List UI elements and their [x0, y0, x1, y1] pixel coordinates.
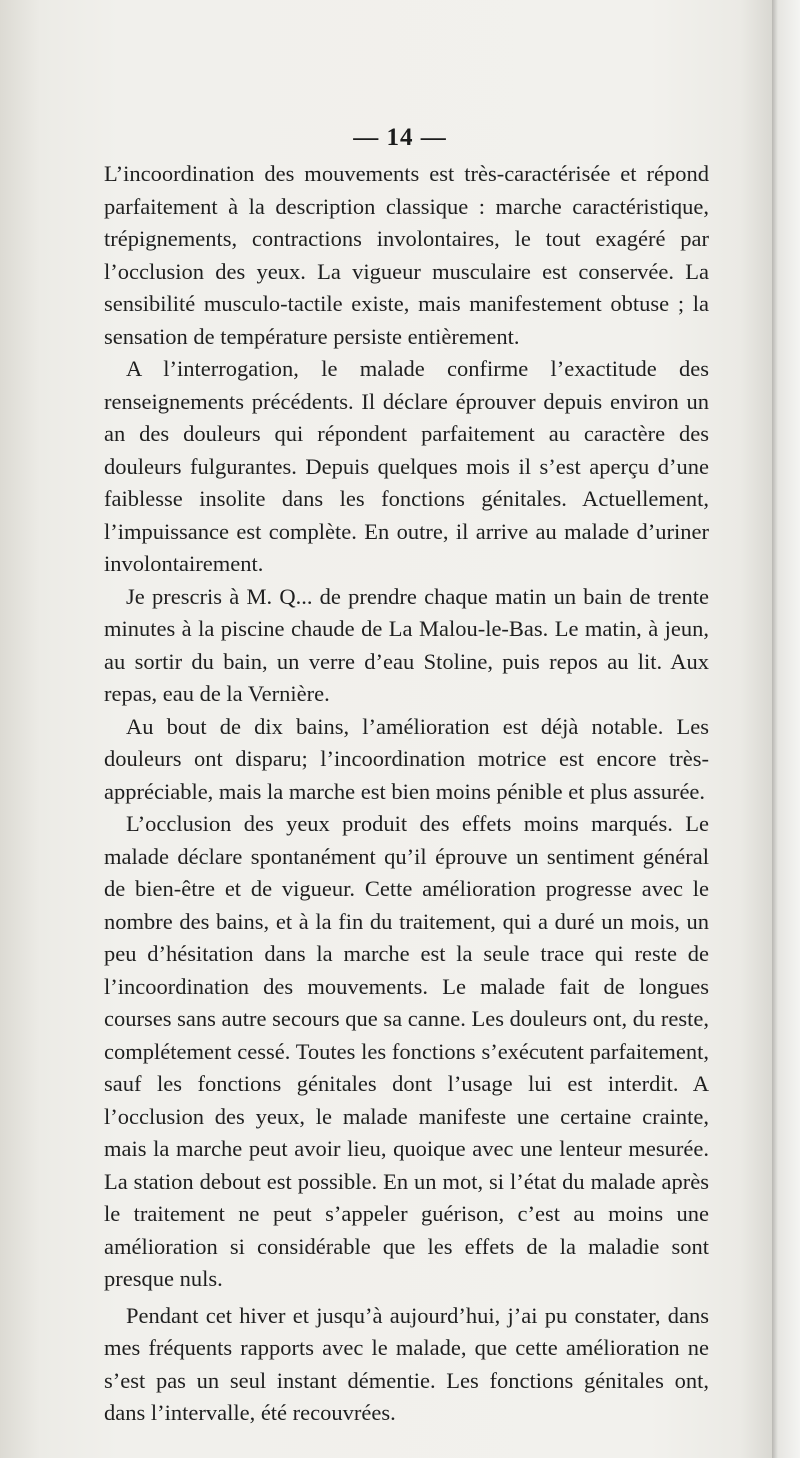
paragraph: A l’interrogation, le malade confirme l’exactitude des renseignements précédents. Il déclare éprouver depuis environ un an des douleurs qui répondent parfaitement au caractère des douleurs fulgurantes. Depuis quelques mois il s’est aperçu d’une faiblesse insolite dans les fonctions génitales. Actuellement, l’impuissance est complète. En outre, il arrive au malade d’uriner involontairement. — [104, 356, 709, 576]
paragraph: Pendant cet hiver et jusqu’à aujourd’hui, j’ai pu constater, dans mes fréquents rapports avec le malade, que cette amélioration ne s’est pas un seul instant démentie. Les fonctions génitales ont, dans l’intervalle, été recouvrées. — [104, 1302, 709, 1425]
paragraph: L’incoordination des mouvements est très-caractérisée et répond parfaitement à la description classique : marche caractéristique, trépignements, contractions involontaires, le tout exagéré par l’occlusion des yeux. La vigueur musculaire est conservée. La sensibilité musculo-tactile existe, mais manifestement obtuse ; la sensation de température persiste entièrement. — [104, 161, 709, 349]
paragraph: Au bout de dix bains, l’amélioration est déjà notable. Les douleurs ont disparu; l’incoordination motrice est encore très-appréciable, mais la marche est bien moins pénible et plus assurée. — [104, 713, 709, 804]
paragraph: Je prescris à M. Q... de prendre chaque matin un bain de trente minutes à la piscine chaude de La Malou-le-Bas. Le matin, à jeun, au sortir du bain, un verre d’eau Stoline, puis repos au lit. Aux repas, eau de la Vernière. — [104, 583, 709, 706]
page-edge — [772, 0, 800, 1458]
paragraph: L’occlusion des yeux produit des effets moins marqués. Le malade déclare spontanément qu’il éprouve un sentiment général de bien-être et de vigueur. Cette amélioration progresse avec le nombre des bains, et à la fin du traitement, qui a duré un mois, un peu d’hésitation dans la marche est la seule trace qui reste de l’incoordination des mouvements. Le malade fait de longues courses sans autre secours que sa canne. Les douleurs ont, du reste, complétement cessé. Toutes les fonctions s’exécutent parfaitement, sauf les fonctions génitales dont l’usage lui est interdit. A l’occlusion des yeux, le malade manifeste une certaine crainte, mais la marche peut avoir lieu, quoique avec une lenteur mesurée. La station debout est possible. En un mot, si l’état du malade après le traitement ne peut s’appeler guérison, c’est au moins une amélioration si considérable que les effets de la maladie sont presque nuls. — [104, 811, 709, 1291]
page-number: — 14 — — [353, 124, 447, 151]
body-text — [104, 158, 709, 1430]
